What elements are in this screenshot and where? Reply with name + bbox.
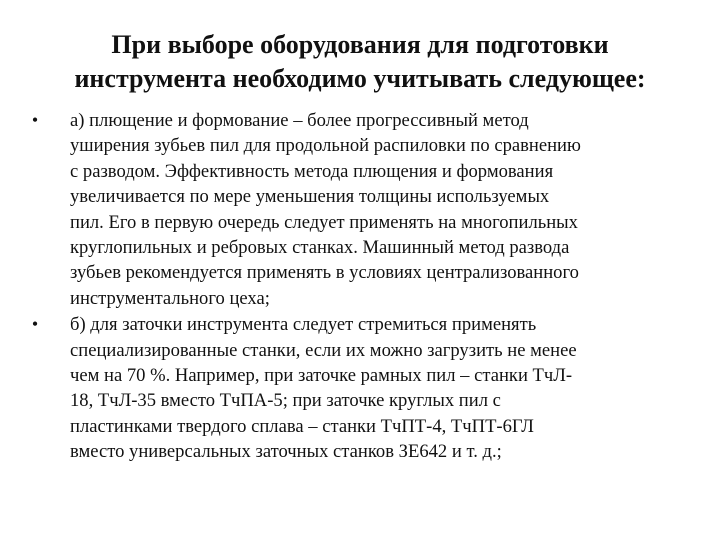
bullet-b-line: 18, ТчЛ-35 вместо ТчПА-5; при заточке круглых пил с [70,390,501,412]
slide-title [20,28,700,96]
bullet-b-line: специализированные станки, если их можно загрузить не менее [70,339,577,361]
bullet-a-line: круглопильных и ребровых станках. Машинный метод развода [70,237,570,259]
bullet-a-line: пил. Его в первую очередь следует применять на многопильных [70,211,578,233]
bullet-b-line: пластинками твердого сплава – станки ТчПТ-4, ТчПТ-6ГЛ [70,415,534,437]
bullet-dot-icon: • [31,110,39,130]
slide-title-line-2: инструмента необходимо учитывать следующее: [74,64,646,93]
bullet-a-line: с разводом. Эффективность метода плющения и формования [70,160,554,182]
bullet-a-line: увеличивается по мере уменьшения толщины используемых [70,186,550,208]
bullet-a-line: инструментального цеха; [70,287,270,309]
bullet-item-b [28,312,710,464]
bullet-a-line: а) плющение и формование – более прогрессивный метод [70,110,529,131]
bullet-b-line: чем на 70 %. Например, при заточке рамных пил – станки ТчЛ- [70,365,573,387]
bullet-dot-icon: • [31,314,39,335]
bullet-item-a [28,108,710,311]
bullet-a-line: зубьев рекомендуется применять в условиях централизованного [70,262,579,284]
bullet-a-line: уширения зубьев пил для продольной распиловки по сравнению [70,135,581,157]
bullet-b-line: б) для заточки инструмента следует стремиться применять [70,314,537,336]
bullet-list [28,108,710,466]
bullet-b-line: вместо универсальных заточных станков ЗЕ642 и т. д.; [70,441,502,463]
slide-title-line-1: При выборе оборудования для подготовки [111,30,609,59]
